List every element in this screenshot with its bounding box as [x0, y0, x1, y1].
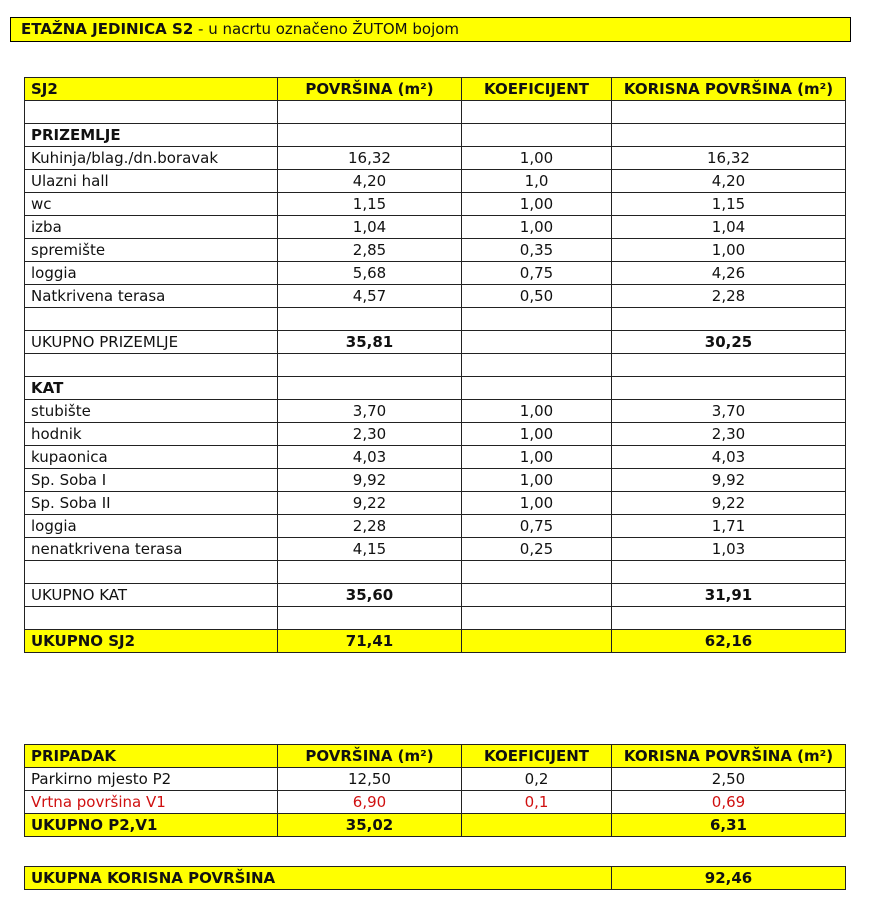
- table-row: [25, 469, 846, 492]
- table-cell: 6,31: [612, 814, 846, 837]
- table-cell: 1,15: [612, 193, 846, 216]
- table-cell: Sp. Soba I: [25, 469, 278, 492]
- table-cell: 2,50: [612, 768, 846, 791]
- table-cell: [462, 124, 612, 147]
- table-row: [25, 492, 846, 515]
- table-cell: 16,32: [612, 147, 846, 170]
- table-cell: 16,32: [278, 147, 462, 170]
- table-cell: 2,85: [278, 239, 462, 262]
- document-title: [10, 17, 851, 42]
- table-cell: [612, 308, 846, 331]
- pripadak-table: [24, 744, 846, 837]
- pripadak-header-row: [25, 745, 846, 768]
- header-cell-3: KORISNA POVRŠINA (m²): [612, 78, 846, 101]
- table-cell: UKUPNO PRIZEMLJE: [25, 331, 278, 354]
- header-cell-1: POVRŠINA (m²): [278, 78, 462, 101]
- table-cell: 1,00: [462, 446, 612, 469]
- table-cell: 1,00: [462, 492, 612, 515]
- section-label-prizemlje: PRIZEMLJE: [25, 124, 278, 147]
- table-cell: Ulazni hall: [25, 170, 278, 193]
- pripadak-header-cell-0: PRIPADAK: [25, 745, 278, 768]
- table-cell: [612, 377, 846, 400]
- table-cell: 5,68: [278, 262, 462, 285]
- table-cell: 35,81: [278, 331, 462, 354]
- table-row: [25, 538, 846, 561]
- table-cell: 4,57: [278, 285, 462, 308]
- table-cell: [278, 354, 462, 377]
- table-cell: [612, 354, 846, 377]
- title-sub: - u nacrtu označeno ŽUTOM bojom: [193, 20, 460, 38]
- empty-row: [25, 607, 846, 630]
- pripadak-total-row: [25, 814, 846, 837]
- pripadak-row: [25, 768, 846, 791]
- table-cell: izba: [25, 216, 278, 239]
- table-cell: 0,1: [462, 791, 612, 814]
- table-cell: Vrtna površina V1: [25, 791, 278, 814]
- table-cell: UKUPNO SJ2: [25, 630, 278, 653]
- table-cell: [612, 101, 846, 124]
- table-cell: [25, 101, 278, 124]
- table-row: [25, 262, 846, 285]
- table-cell: 4,03: [278, 446, 462, 469]
- table-cell: 2,28: [278, 515, 462, 538]
- table-cell: 71,41: [278, 630, 462, 653]
- table-cell: 1,0: [462, 170, 612, 193]
- table-row: [25, 400, 846, 423]
- table-row: [25, 446, 846, 469]
- final-total-value: 92,46: [612, 867, 846, 890]
- table-cell: [25, 308, 278, 331]
- table-cell: 9,92: [278, 469, 462, 492]
- table-cell: [612, 124, 846, 147]
- table-row: [25, 285, 846, 308]
- table-cell: [462, 377, 612, 400]
- table-cell: stubište: [25, 400, 278, 423]
- table-row: [25, 170, 846, 193]
- table-cell: [25, 561, 278, 584]
- table-cell: 1,00: [462, 193, 612, 216]
- table-cell: 35,60: [278, 584, 462, 607]
- subtotal-row-kat: [25, 584, 846, 607]
- table-row: [25, 515, 846, 538]
- table-cell: UKUPNO P2,V1: [25, 814, 278, 837]
- main-table: [24, 77, 846, 653]
- table-cell: [278, 607, 462, 630]
- table-cell: 2,30: [612, 423, 846, 446]
- section-label-row: [25, 124, 846, 147]
- header-cell-2: KOEFICIJENT: [462, 78, 612, 101]
- table-cell: [462, 354, 612, 377]
- table-cell: 1,04: [278, 216, 462, 239]
- table-cell: [462, 101, 612, 124]
- table-cell: 4,20: [278, 170, 462, 193]
- table-cell: nenatkrivena terasa: [25, 538, 278, 561]
- table-cell: 30,25: [612, 331, 846, 354]
- table-cell: 9,22: [278, 492, 462, 515]
- table-cell: Natkrivena terasa: [25, 285, 278, 308]
- pripadak-row: [25, 791, 846, 814]
- section-label-kat: KAT: [25, 377, 278, 400]
- table-cell: 0,75: [462, 515, 612, 538]
- section-label-row: [25, 377, 846, 400]
- table-cell: 1,03: [612, 538, 846, 561]
- table-cell: kupaonica: [25, 446, 278, 469]
- table-cell: 9,22: [612, 492, 846, 515]
- table-cell: 1,04: [612, 216, 846, 239]
- table-cell: [278, 124, 462, 147]
- table-cell: [462, 561, 612, 584]
- table-cell: 0,75: [462, 262, 612, 285]
- table-cell: 35,02: [278, 814, 462, 837]
- table-cell: 4,15: [278, 538, 462, 561]
- table-cell: 2,30: [278, 423, 462, 446]
- empty-row: [25, 354, 846, 377]
- table-cell: 1,00: [612, 239, 846, 262]
- final-total-table: [24, 866, 846, 890]
- table-cell: [462, 630, 612, 653]
- empty-row: [25, 561, 846, 584]
- table-cell: loggia: [25, 262, 278, 285]
- table-cell: 0,25: [462, 538, 612, 561]
- table-cell: 0,2: [462, 768, 612, 791]
- table-cell: 9,92: [612, 469, 846, 492]
- table-row: [25, 423, 846, 446]
- table-row: [25, 193, 846, 216]
- pripadak-header-cell-1: POVRŠINA (m²): [278, 745, 462, 768]
- table-cell: 2,28: [612, 285, 846, 308]
- table-cell: UKUPNO KAT: [25, 584, 278, 607]
- table-row: [25, 216, 846, 239]
- table-cell: [278, 101, 462, 124]
- table-cell: 1,00: [462, 423, 612, 446]
- final-total-row: [25, 867, 846, 890]
- table-cell: 3,70: [278, 400, 462, 423]
- table-cell: [612, 561, 846, 584]
- empty-row: [25, 101, 846, 124]
- table-cell: [278, 377, 462, 400]
- title-main: ETAŽNA JEDINICA S2: [21, 20, 194, 38]
- table-cell: 4,26: [612, 262, 846, 285]
- table-cell: 6,90: [278, 791, 462, 814]
- table-cell: [462, 308, 612, 331]
- table-cell: [462, 607, 612, 630]
- final-total-label: UKUPNA KORISNA POVRŠINA: [25, 867, 612, 890]
- table-cell: [462, 814, 612, 837]
- table-cell: 1,15: [278, 193, 462, 216]
- table-row: [25, 147, 846, 170]
- table-cell: Kuhinja/blag./dn.boravak: [25, 147, 278, 170]
- table-cell: 0,35: [462, 239, 612, 262]
- table-cell: [25, 607, 278, 630]
- table-row: [25, 239, 846, 262]
- table-cell: 62,16: [612, 630, 846, 653]
- table-cell: [25, 354, 278, 377]
- table-cell: [462, 331, 612, 354]
- table-cell: 1,71: [612, 515, 846, 538]
- table-cell: 3,70: [612, 400, 846, 423]
- empty-row: [25, 308, 846, 331]
- table-cell: spremište: [25, 239, 278, 262]
- table-cell: 1,00: [462, 469, 612, 492]
- table-cell: 0,50: [462, 285, 612, 308]
- grand-total-row: [25, 630, 846, 653]
- pripadak-header-cell-3: KORISNA POVRŠINA (m²): [612, 745, 846, 768]
- table-cell: 12,50: [278, 768, 462, 791]
- table-cell: loggia: [25, 515, 278, 538]
- table-cell: [462, 584, 612, 607]
- table-cell: hodnik: [25, 423, 278, 446]
- table-cell: 31,91: [612, 584, 846, 607]
- table-cell: 4,03: [612, 446, 846, 469]
- table-cell: [278, 561, 462, 584]
- header-cell-0: SJ2: [25, 78, 278, 101]
- table-cell: 1,00: [462, 216, 612, 239]
- table-cell: wc: [25, 193, 278, 216]
- table-cell: [278, 308, 462, 331]
- table-cell: [612, 607, 846, 630]
- table-cell: 1,00: [462, 400, 612, 423]
- pripadak-header-cell-2: KOEFICIJENT: [462, 745, 612, 768]
- table-cell: Sp. Soba II: [25, 492, 278, 515]
- header-row: [25, 78, 846, 101]
- table-cell: 0,69: [612, 791, 846, 814]
- table-cell: 4,20: [612, 170, 846, 193]
- table-cell: 1,00: [462, 147, 612, 170]
- subtotal-row-prizemlje: [25, 331, 846, 354]
- table-cell: Parkirno mjesto P2: [25, 768, 278, 791]
